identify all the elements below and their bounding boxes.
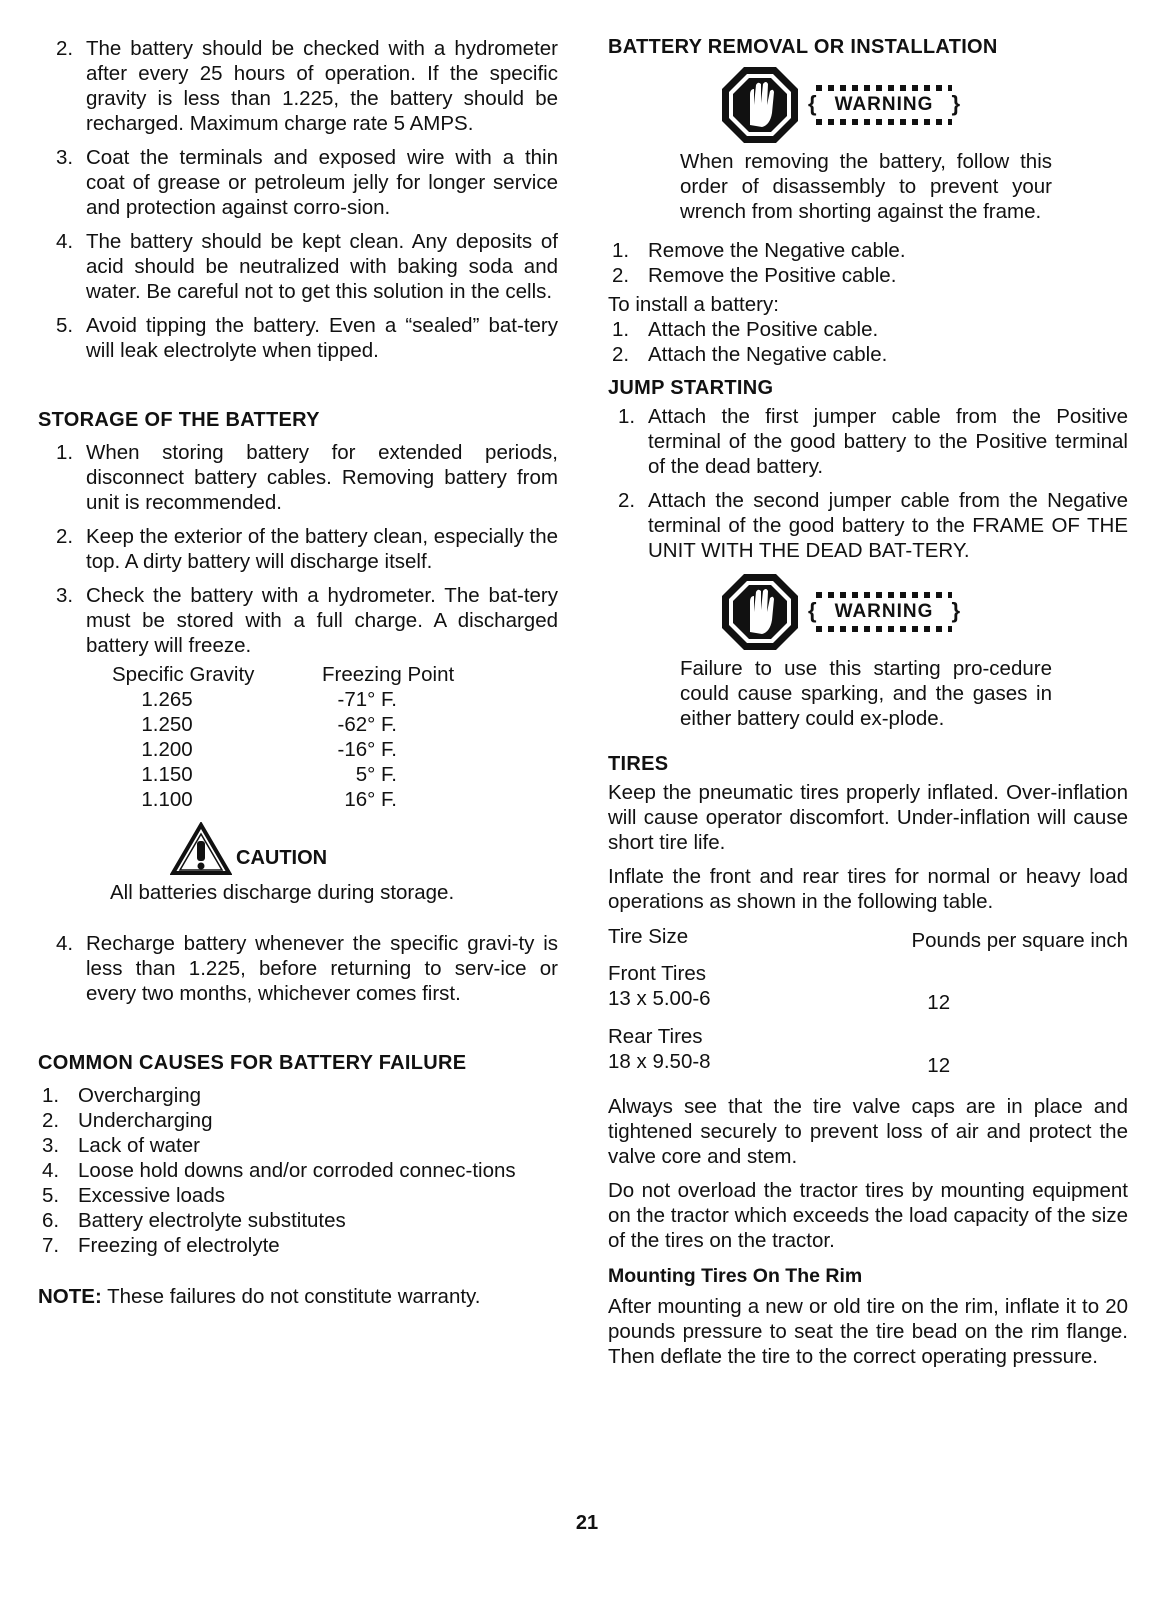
freeze-cell: -16° F. (337, 738, 397, 761)
item-text: Remove the Negative cable. (648, 239, 906, 262)
list-item (608, 404, 1128, 479)
list-item (38, 1083, 558, 1108)
list-item (38, 229, 558, 304)
item-text: Loose hold downs and/or corroded connec-tions (78, 1159, 516, 1182)
item-number: 1. (42, 1084, 60, 1107)
item-number: 3. (56, 146, 74, 169)
tire-pressure-table (608, 924, 1128, 1078)
failure-list (38, 1083, 558, 1258)
item-number: 4. (56, 932, 74, 955)
list-item (38, 1158, 558, 1183)
mounting-text: After mounting a new or old tire on the rim, inflate it to 20 pounds pressure to seat the tire bead on the rim flange. Then deflate the tire to the correct operating pressure. (608, 1295, 1128, 1368)
specific-gravity-table (112, 662, 558, 812)
specific-gravity-header: Specific Gravity (112, 663, 255, 686)
item-number: 4. (56, 230, 74, 253)
item-number: 1. (612, 318, 630, 341)
item-number: 3. (56, 584, 74, 607)
tire-size-cell: 18 x 9.50-8 (608, 1050, 711, 1073)
install-intro: To install a battery: (608, 293, 779, 316)
banner-bracket: } (951, 91, 960, 116)
gravity-cell: 1.265 (141, 688, 193, 711)
list-item (38, 313, 558, 363)
item-text: Attach the first jumper cable from the Positive terminal of the good battery to the Positive terminal of the dead battery. (648, 405, 1128, 478)
psi-header: Pounds per square inch (911, 929, 1128, 952)
warning-banner (808, 85, 960, 125)
list-item (38, 1233, 558, 1258)
left-column (38, 36, 558, 1309)
list-item (608, 263, 1128, 288)
note-label: NOTE: (38, 1285, 102, 1308)
warning-text: Failure to use this starting pro-cedure could cause sparking, and the gases in either battery could ex-plode. (680, 657, 1052, 730)
removal-heading: BATTERY REMOVAL OR INSTALLATION (608, 36, 998, 58)
table-row (112, 787, 558, 812)
warning-label: WARNING (834, 601, 934, 622)
table-row (112, 687, 558, 712)
list-item (608, 317, 1128, 342)
gravity-cell: 1.200 (141, 738, 193, 761)
tires-paragraph: Inflate the front and rear tires for normal or heavy load operations as shown in the following table. (608, 865, 1128, 913)
storage-list-continued (38, 931, 558, 1006)
item-text: Attach the Negative cable. (648, 343, 888, 366)
psi-cell: 12 (927, 1054, 951, 1077)
storage-list (38, 440, 558, 658)
table-row (608, 986, 1128, 1015)
warning-banner (808, 592, 960, 632)
gravity-cell: 1.150 (141, 763, 193, 786)
table-row (608, 961, 1128, 986)
storage-heading: STORAGE OF THE BATTERY (38, 409, 320, 431)
banner-bracket: { (808, 91, 817, 116)
list-item (38, 1108, 558, 1133)
failure-heading: COMMON CAUSES FOR BATTERY FAILURE (38, 1052, 467, 1074)
item-number: 1. (612, 239, 630, 262)
table-row (112, 737, 558, 762)
list-item (608, 238, 1128, 263)
stop-hand-icon (720, 65, 800, 145)
item-text: Coat the terminals and exposed wire with a thin coat of grease or petroleum jelly for longer service and protection against corro-sion. (86, 146, 558, 219)
list-item (38, 524, 558, 574)
item-text: Remove the Positive cable. (648, 264, 897, 287)
banner-dots (816, 119, 952, 125)
tire-size-header: Tire Size (608, 925, 689, 948)
stop-hand-icon (720, 572, 800, 652)
warranty-note (38, 1284, 558, 1309)
table-row (112, 712, 558, 737)
table-row (608, 1024, 1128, 1049)
tires-paragraph: Always see that the tire valve caps are in place and tightened securely to prevent loss of air and protect the valve core and stem. (608, 1095, 1128, 1168)
list-item (38, 36, 558, 136)
page-number: 21 (575, 1512, 599, 1534)
gravity-cell: 1.250 (141, 713, 193, 736)
item-text: Undercharging (78, 1109, 213, 1132)
right-column (608, 36, 1128, 1369)
note-text: These failures do not constitute warranty. (101, 1285, 481, 1308)
item-text: Recharge battery whenever the specific gravi-ty is less than 1.225, before returning to serv-ice or every two months, whichever comes first. (86, 932, 558, 1005)
freeze-cell: 16° F. (344, 788, 397, 811)
item-text: Overcharging (78, 1084, 202, 1107)
item-number: 2. (56, 37, 74, 60)
tire-size-cell: 13 x 5.00-6 (608, 987, 711, 1010)
item-number: 2. (42, 1109, 60, 1132)
freeze-cell: -71° F. (337, 688, 397, 711)
item-number: 2. (612, 264, 630, 287)
table-row (608, 1049, 1128, 1078)
table-header-row (112, 662, 558, 687)
item-text: The battery should be kept clean. Any deposits of acid should be neutralized with baking soda and water. Be careful not to get this solution in the cells. (86, 230, 558, 303)
item-text: Attach the Positive cable. (648, 318, 879, 341)
item-text: Attach the second jumper cable from the Negative terminal of the good battery to the FRAME OF THE UNIT WITH THE DEAD BAT-TERY. (648, 489, 1128, 562)
jump-heading: JUMP STARTING (608, 377, 774, 399)
item-text: Excessive loads (78, 1184, 225, 1207)
item-number: 2. (612, 343, 630, 366)
warning-text: When removing the battery, follow this order of disassembly to prevent your wrench from shorting against the frame. (680, 150, 1052, 223)
list-item (608, 488, 1128, 563)
warning-triangle-icon (170, 822, 232, 876)
gravity-cell: 1.100 (141, 788, 193, 811)
item-text: Keep the exterior of the battery clean, especially the top. A dirty battery will discharge itself. (86, 525, 558, 573)
freeze-cell: -62° F. (337, 713, 397, 736)
caution-label: CAUTION (236, 847, 328, 869)
caution-text: All batteries discharge during storage. (110, 881, 455, 904)
install-steps (608, 317, 1128, 367)
caution-box (170, 822, 558, 876)
jump-steps (608, 404, 1128, 563)
item-number: 7. (42, 1234, 60, 1257)
tires-paragraph: Do not overload the tractor tires by mounting equipment on the tractor which exceeds the load capacity of the size of the tires on the tractor. (608, 1179, 1128, 1252)
item-text: Battery electrolyte substitutes (78, 1209, 346, 1232)
list-item (38, 1133, 558, 1158)
item-text: The battery should be checked with a hydrometer after every 25 hours of operation. If the specific gravity is less than 1.225, the battery should be recharged. Maximum charge rate 5 AMPS. (86, 37, 558, 135)
item-number: 4. (42, 1159, 60, 1182)
item-number: 2. (56, 525, 74, 548)
banner-dots (816, 592, 952, 598)
list-item (38, 583, 558, 658)
table-header-row (608, 924, 1128, 953)
item-number: 5. (42, 1184, 60, 1207)
tire-group-label: Front Tires (608, 962, 706, 985)
psi-cell: 12 (927, 991, 951, 1014)
banner-dots (816, 626, 952, 632)
tires-paragraph: Keep the pneumatic tires properly inflated. Over-inflation will cause operator discomfort. Under-inflation will cause short tire life. (608, 781, 1128, 854)
warning-box (720, 65, 1128, 145)
item-text: Avoid tipping the battery. Even a “sealed” bat-tery will leak electrolyte when tipped. (86, 314, 558, 362)
mounting-heading: Mounting Tires On The Rim (608, 1265, 863, 1287)
freeze-cell: 5° F. (355, 763, 397, 786)
banner-dots (816, 85, 952, 91)
item-text: Freezing of electrolyte (78, 1234, 280, 1257)
freezing-point-header: Freezing Point (322, 663, 455, 686)
item-number: 2. (618, 489, 636, 512)
item-text: Lack of water (78, 1134, 200, 1157)
list-item (38, 931, 558, 1006)
item-text: Check the battery with a hydrometer. The bat-tery must be stored with a full charge. A discharged battery will freeze. (86, 584, 558, 657)
warning-box (720, 572, 1128, 652)
tire-group-label: Rear Tires (608, 1025, 703, 1048)
banner-bracket: } (951, 598, 960, 623)
list-item (38, 1183, 558, 1208)
item-number: 5. (56, 314, 74, 337)
item-number: 6. (42, 1209, 60, 1232)
table-row (112, 762, 558, 787)
battery-maintenance-list (38, 36, 558, 363)
item-text: When storing battery for extended periods, disconnect battery cables. Removing battery from unit is recommended. (86, 441, 558, 514)
list-item (38, 1208, 558, 1233)
warning-label: WARNING (834, 94, 934, 115)
list-item (38, 145, 558, 220)
banner-bracket: { (808, 598, 817, 623)
item-number: 1. (56, 441, 74, 464)
list-item (608, 342, 1128, 367)
tires-heading: TIRES (608, 753, 669, 775)
item-number: 1. (618, 405, 636, 428)
removal-steps (608, 238, 1128, 288)
item-number: 3. (42, 1134, 60, 1157)
list-item (38, 440, 558, 515)
